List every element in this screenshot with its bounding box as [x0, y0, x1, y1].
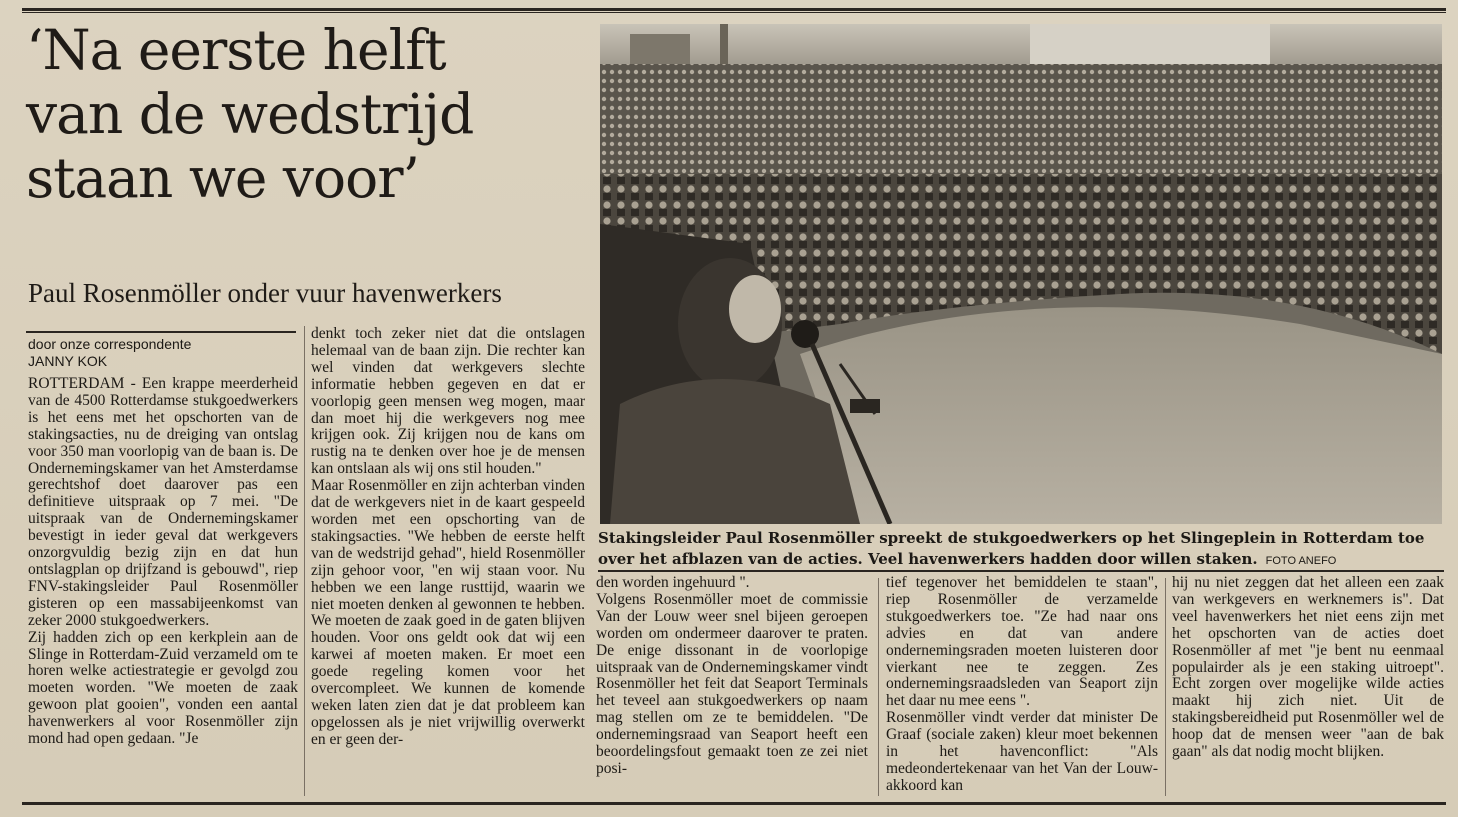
byline	[28, 336, 298, 370]
byline-author: JANNY KOK	[28, 353, 108, 369]
headline-line-1: ‘Na eerste helft	[26, 18, 446, 82]
photo-credit: FOTO ANEFO	[1265, 555, 1337, 567]
subheadline: Paul Rosenmöller onder vuur havenwerkers	[28, 278, 502, 308]
caption-rule	[598, 570, 1444, 572]
caption-text: Stakingsleider Paul Rosenmöller spreekt de stukgoedwerkers op het Slingeplein in Rotterdam toe over het afblazen van de acties. Veel havenwerkers hadden door willen staken.	[598, 529, 1425, 568]
photo-caption	[598, 528, 1444, 572]
byline-label: door onze correspondente	[28, 336, 192, 352]
article-column-1: ROTTERDAM - Een krappe meerderheid van de 4500 Rotterdamse stukgoedwerkers is het eens met het opschorten van de stakingsacties, nu de dreiging van ontslag voor 350 man voorlopig van de baan is. De Ondernemingskamer van het Amsterdamse gerechtshof doet daarover pas een definitieve uitspraak op 7 mei. "De uitspraak van de Ondernemingskamer bevestigt in ieder geval dat werkgevers onzorgvuldig bezig zijn en dat hun ontslagplan op drijfzand is gebouwd", riep FNV-stakingsleider Paul Rosenmöller gisteren op een massabijeenkomst van zeker 2000 stukgoedwerkers. Zij hadden zich op een kerkplein aan de Slinge in Rotterdam-Zuid verzameld om te horen welke actiestrategie er gevolgd zou moeten worden. "We moeten de zaak gewoon plat gooien", vonden een aantal havenwerkers al voor Rosenmöller zijn mond had open gedaan. "Je	[28, 376, 298, 748]
article-column-4: tief tegenover het bemiddelen te staan", riep Rosenmöller de verzamelde stukgoedwerkers toe. "Ze had naar ons advies en dat van andere ondernemingsraden moeten luisteren door vierkant nee te zeggen. Zes ondernemingsraadsleden van Seaport zijn het daar nu mee eens ". Rosenmöller vindt verder dat minister De Graaf (sociale zaken) kleur moet bekennen in het havenconflict: "Als medeondertekenaar van het Van der Louw-akkoord kan	[886, 575, 1158, 794]
article-column-2: denkt toch zeker niet dat die ontslagen helemaal van de baan zijn. Die rechter kan wel vinden dat werkgevers slechte informatie hebben gegeven en dat er voorlopig geen mensen weg mogen, maar dan moet hij die werkgevers nog mee krijgen ook. Zij krijgen nou de kans om rustig na te denken over hoe je de mensen kan ontslaan als wij ons stil houden." Maar Rosenmöller en zijn achterban vinden dat de werkgevers niet in de kaart gespeeld worden met een opschorting van de stakingsacties. "We hebben de eerste helft van de wedstrijd gehad", hield Rosenmöller zijn gehoor voor, "en wij staan voor. Nu hebben we een lange rusttijd, waarin we niet moeten denken al gewonnen te hebben. We moeten de zaak goed in de gaten blijven houden. Voor ons geldt ook dat wij een karwei af moeten maken. Er moet een goede regeling komen voor het overcompleet. We kunnen de komende weken laten zien dat je dat probleem kan opgelossen als je niet vrijwillig overwerkt en er geen der-	[311, 326, 585, 748]
headline-line-2: van de wedstrijd	[26, 82, 474, 146]
crowd-photo-illustration	[600, 24, 1442, 524]
byline-rule	[26, 331, 296, 333]
column-divider	[304, 326, 305, 796]
bottom-rule	[22, 802, 1446, 805]
headline-line-3: staan we voor’	[26, 146, 419, 210]
column-divider	[1165, 578, 1166, 796]
column-divider	[878, 578, 879, 796]
top-rule	[22, 8, 1446, 11]
news-photo	[600, 24, 1442, 524]
top-rule-thin	[22, 12, 1446, 13]
article-column-5: hij nu niet zeggen dat het alleen een zaak van werkgevers en werknemers is". Dat veel havenwerkers het niet eens zijn met het opschorten van de acties doet Rosenmöller af met "je bent nu eenmaal populairder als je een staking uitroept". Echt zorgen over mogelijke wilde acties maakt hij zich niet. Uit de stakingsbereidheid put Rosenmöller wel de hoop dat de mensen weer "aan de bak gaan" als dat nodig mocht blijken.	[1172, 575, 1444, 761]
article-column-3: den worden ingehuurd ". Volgens Rosenmöller moet de commissie Van der Louw weer snel bijeen geroepen worden om ondermeer daarover te praten. De enige dissonant in de voorlopige uitspraak van de Ondernemingskamer vindt Rosenmöller het feit dat Seaport Terminals het teveel aan stukgoedwerkers op naam mag stellen om ze te bemiddelen. "De ondernemingsraad van Seaport heeft een beoordelingsfout gemaakt toen ze zei niet posi-	[596, 575, 868, 777]
headline	[26, 18, 596, 210]
